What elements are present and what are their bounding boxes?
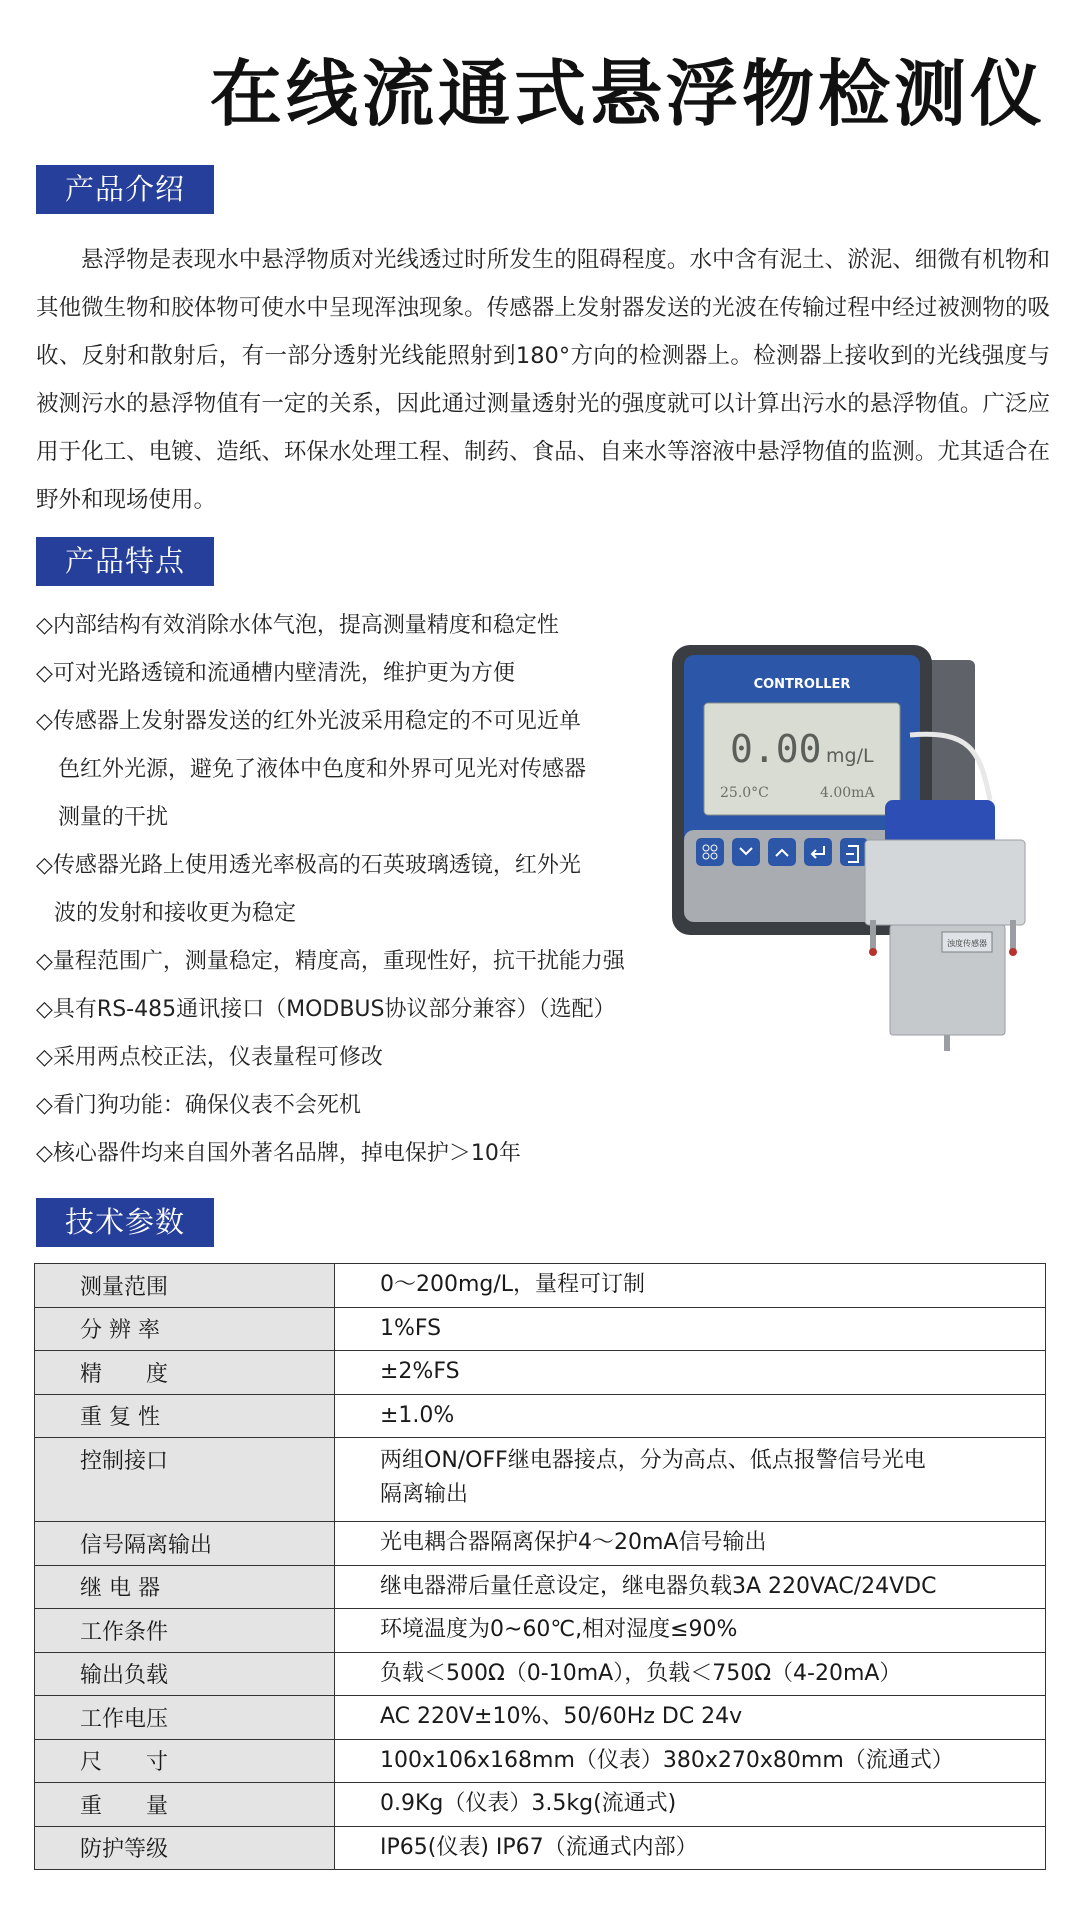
section-header-features: 产品特点 — [36, 537, 214, 586]
table-row — [35, 1783, 1046, 1827]
spec-key: 工作条件 — [35, 1609, 335, 1653]
feature-item: ◇可对光路透镜和流通槽内壁清洗，维护更为方便 — [36, 661, 515, 686]
feature-item: ◇传感器上发射器发送的红外光波采用稳定的不可见近单 — [36, 709, 581, 734]
table-row — [35, 1739, 1046, 1783]
table-row — [35, 1565, 1046, 1609]
sensor-label: 浊度传感器 — [947, 939, 987, 948]
table-row — [35, 1394, 1046, 1438]
spec-value: 100x106x168mm（仪表）380x270x80mm（流通式） — [335, 1739, 1046, 1783]
spec-key: 尺 寸 — [35, 1739, 335, 1783]
spec-key: 重 量 — [35, 1783, 335, 1827]
spec-value: ±1.0% — [335, 1394, 1046, 1438]
spec-value: 环境温度为0~60℃,相对湿度≤90% — [335, 1609, 1046, 1653]
spec-key: 输出负载 — [35, 1652, 335, 1696]
sensor-outlet — [944, 1035, 950, 1051]
feature-item: ◇采用两点校正法，仪表量程可修改 — [36, 1045, 383, 1070]
feature-item: ◇内部结构有效消除水体气泡，提高测量精度和稳定性 — [36, 613, 559, 638]
spec-value-line: 隔离输出 — [380, 1481, 469, 1507]
spec-value: AC 220V±10%、50/60Hz DC 24v — [335, 1696, 1046, 1740]
page-title: 在线流通式悬浮物检测仪 — [209, 52, 1046, 136]
intro-paragraph — [36, 236, 1050, 524]
enter-button — [804, 838, 832, 866]
spec-key: 重 复 性 — [35, 1394, 335, 1438]
down-button — [732, 838, 760, 866]
spec-value-line: 两组ON/OFF继电器接点，分为高点、低点报警信号光电 — [380, 1447, 926, 1473]
table-row — [35, 1696, 1046, 1740]
table-row — [35, 1351, 1046, 1395]
spec-value: 0.9Kg（仪表）3.5kg(流通式) — [335, 1783, 1046, 1827]
table-row — [35, 1307, 1046, 1351]
spec-key: 控制接口 — [35, 1438, 335, 1522]
controller-buttons — [696, 838, 868, 866]
feature-item: ◇核心器件均来自国外著名品牌，掉电保护＞10年 — [36, 1141, 521, 1166]
section-header-specs: 技术参数 — [36, 1198, 214, 1247]
spec-key: 测量范围 — [35, 1264, 335, 1308]
feature-item-continued: 测量的干扰 — [58, 805, 169, 830]
lcd-reading: 0.00 — [730, 727, 822, 771]
sensor-valve — [869, 948, 877, 956]
table-row — [35, 1609, 1046, 1653]
spec-key: 分 辨 率 — [35, 1307, 335, 1351]
product-device-illustration — [660, 640, 1060, 1060]
up-button — [768, 838, 796, 866]
menu-button — [696, 838, 724, 866]
table-row — [35, 1522, 1046, 1566]
intro-text: 悬浮物是表现水中悬浮物质对光线透过时所发生的阻碍程度。水中含有泥土、淤泥、细微有机物和其他微生物和胶体物可使水中呈现浑浊现象。传感器上发射器发送的光波在传输过程中经过被测物的吸收、反射和散射后，有一部分透射光线能照射到180°方向的检测器上。检测器上接收到的光线强度与被测污水的悬浮物值有一定的关系，因此通过测量透射光的强度就可以计算出污水的悬浮物值。广泛应用于化工、电镀、造纸、环保水处理工程、制药、食品、自来水等溶液中悬浮物值的监测。尤其适合在野外和现场使用。 — [36, 247, 1050, 513]
spec-value: ±2%FS — [335, 1351, 1046, 1395]
lcd-temp: 25.0°C — [720, 785, 769, 801]
feature-item: ◇看门狗功能：确保仪表不会死机 — [36, 1093, 361, 1118]
spec-key: 信号隔离输出 — [35, 1522, 335, 1566]
spec-table — [34, 1263, 1046, 1870]
spec-value: 负载＜500Ω（0-10mA），负载＜750Ω（4-20mA） — [335, 1652, 1046, 1696]
feature-item-continued: 波的发射和接收更为稳定 — [54, 901, 297, 926]
feature-item-continued: 色红外光源，避免了液体中色度和外界可见光对传感器 — [58, 757, 587, 782]
feature-item: ◇传感器光路上使用透光率极高的石英玻璃透镜，红外光 — [36, 853, 581, 878]
spec-value: 1%FS — [335, 1307, 1046, 1351]
lcd-unit: mg/L — [826, 745, 874, 767]
section-header-intro: 产品介绍 — [36, 165, 214, 214]
table-row — [35, 1438, 1046, 1522]
spec-value: 光电耦合器隔离保护4～20mA信号输出 — [335, 1522, 1046, 1566]
spec-value — [335, 1438, 1046, 1522]
table-row — [35, 1264, 1046, 1308]
feature-item: ◇量程范围广，测量稳定，精度高，重现性好，抗干扰能力强 — [36, 949, 625, 974]
controller-brand: CONTROLLER — [753, 677, 851, 692]
features-list — [36, 602, 676, 1178]
spec-value: 0～200mg/L，量程可订制 — [335, 1264, 1046, 1308]
spec-key: 继 电 器 — [35, 1565, 335, 1609]
spec-value: 继电器滞后量任意设定，继电器负载3A 220VAC/24VDC — [335, 1565, 1046, 1609]
table-row — [35, 1652, 1046, 1696]
spec-value: IP65(仪表) IP67（流通式内部） — [335, 1826, 1046, 1870]
spec-key: 防护等级 — [35, 1826, 335, 1870]
spec-key: 工作电压 — [35, 1696, 335, 1740]
feature-item: ◇具有RS-485通讯接口（MODBUS协议部分兼容）（选配） — [36, 997, 616, 1022]
spec-key: 精 度 — [35, 1351, 335, 1395]
table-row — [35, 1826, 1046, 1870]
lcd-current: 4.00mA — [820, 785, 875, 801]
sensor-housing — [865, 840, 1025, 925]
